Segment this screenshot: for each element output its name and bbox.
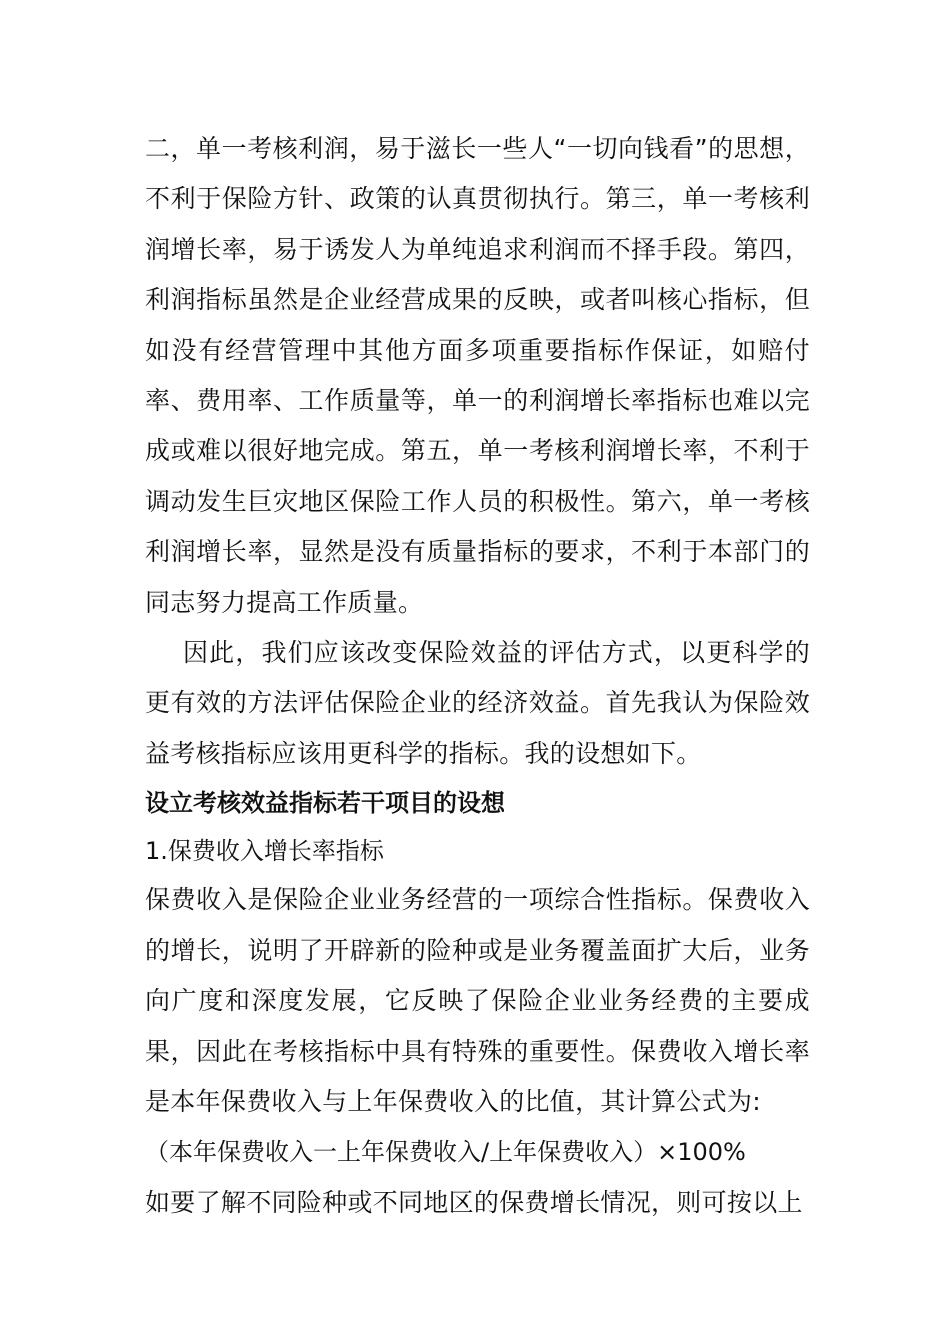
subsection-heading: 1.保费收入增长率指标 <box>145 837 384 866</box>
body-paragraph-4: 如要了解不同险种或不同地区的保费增长情况，则可按以上 <box>145 1187 803 1217</box>
section-heading: 设立考核效益指标若干项目的设想 <box>145 789 505 818</box>
document-body <box>145 124 810 1228</box>
body-paragraph-1: 二，单一考核利润，易于滋长一些人“一切向钱看”的思想，不利于保险方针、政策的认真贯彻执行。第三，单一考核利润增长率，易于诱发人为单纯追求利润而不择手段。第四，利润指标虽然是企业经营成果的反映，或者叫核心指标，但如没有经营管理中其他方面多项重要指标作保证，如赔付率、费用率、工作质量等，单一的利润增长率指标也难以完成或难以很好地完成。第五，单一考核利润增长率，不利于调动发生巨灾地区保险工作人员的积极性。第六，单一考核利润增长率，显然是没有质量指标的要求，不利于本部门的同志努力提高工作质量。 <box>145 134 810 617</box>
body-paragraph-2: 因此，我们应该改变保险效益的评估方式，以更科学的更有效的方法评估保险企业的经济效益。首先我认为保险效益考核指标应该用更科学的指标。我的设想如下。 <box>145 638 810 768</box>
formula-line: （本年保费收入一上年保费收入/上年保费收入）×100% <box>145 1138 746 1167</box>
body-paragraph-3: 保费收入是保险企业业务经营的一项综合性指标。保费收入的增长，说明了开辟新的险种或是业务覆盖面扩大后，业务向广度和深度发展，它反映了保险企业业务经费的主要成果，因此在考核指标中具有特殊的重要性。保费收入增长率是本年保费收入与上年保费收入的比值，其计算公式为: <box>145 885 810 1116</box>
